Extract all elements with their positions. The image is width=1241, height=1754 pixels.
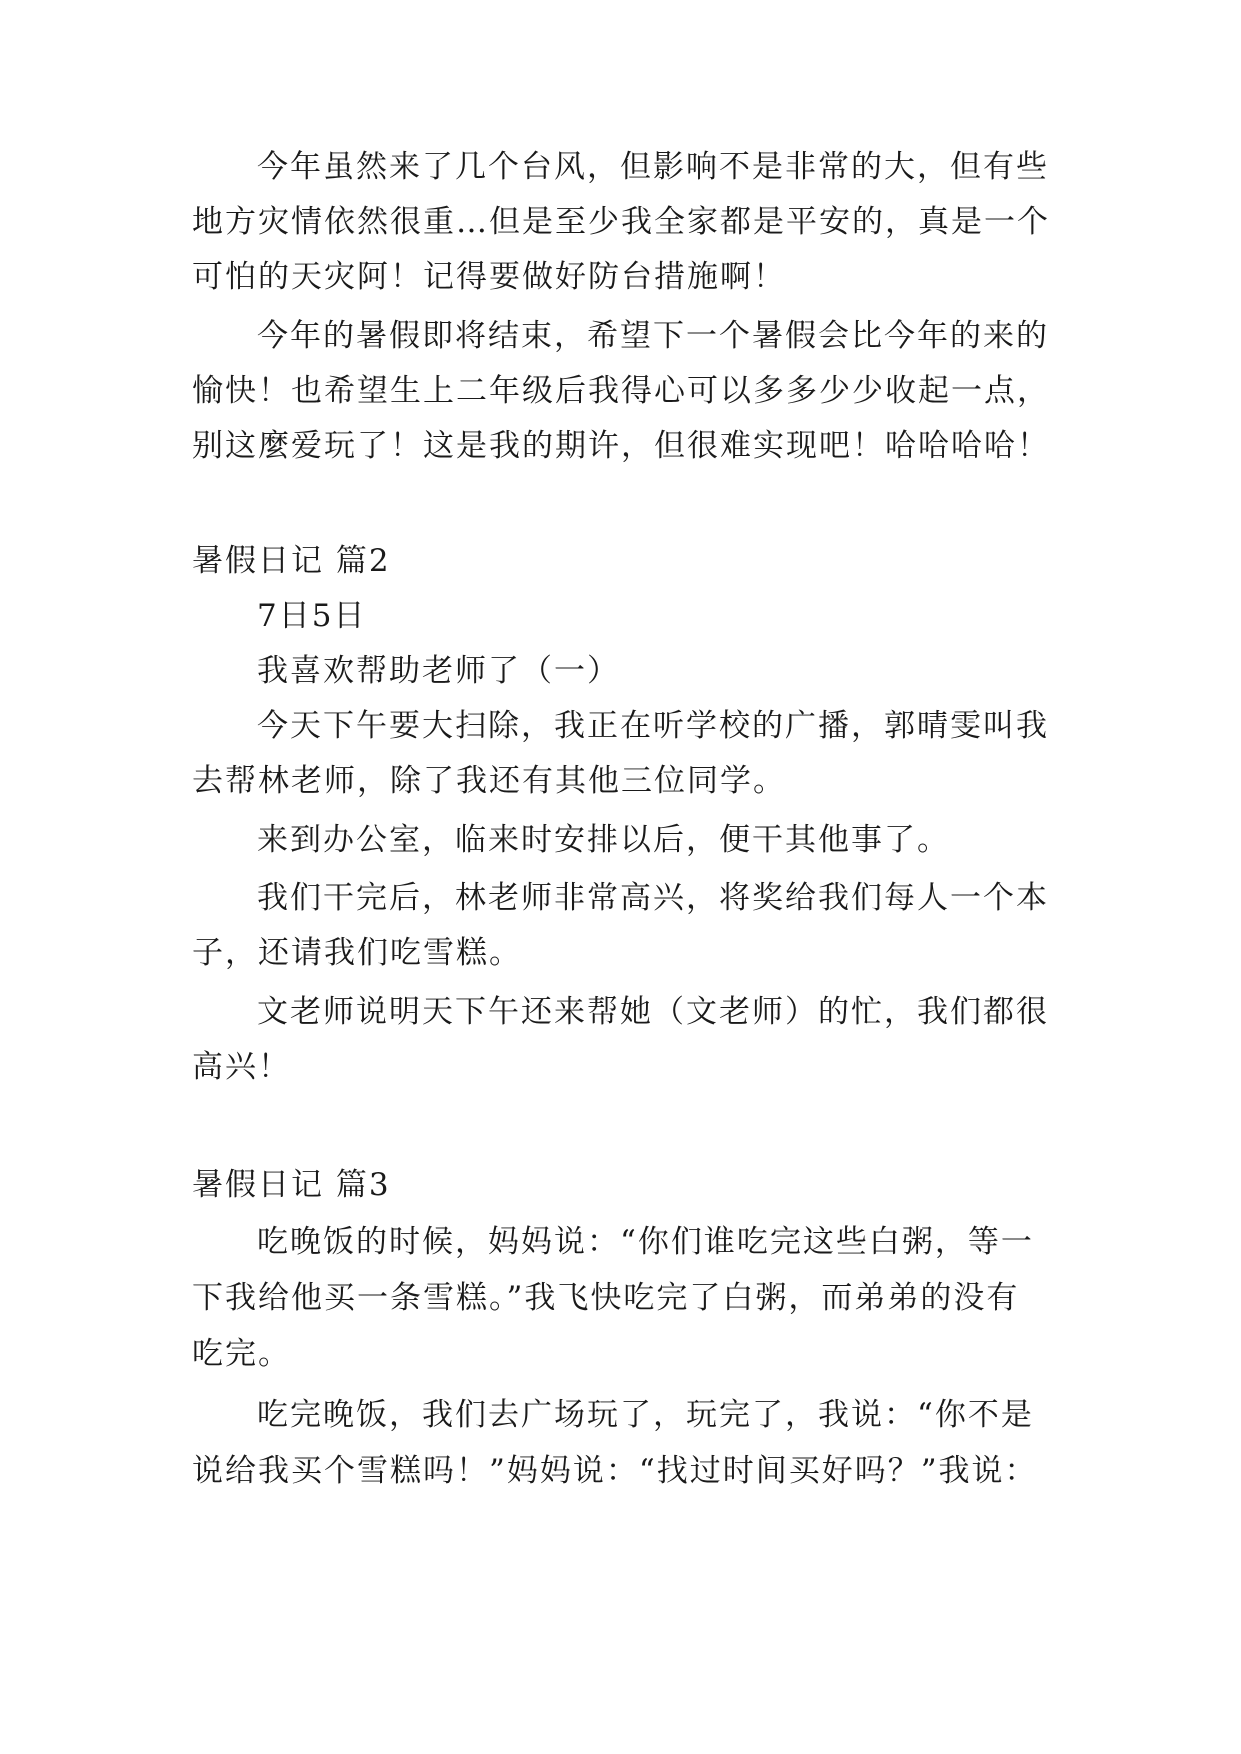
paragraph-7-line-1: 吃晚饭的时候，妈妈说：“你们谁吃完这些白粥，等一 (257, 1224, 1034, 1260)
paragraph-7-line-2: 下我给他买一条雪糕。”我飞快吃完了白粥，而弟弟的没有 (192, 1280, 1020, 1316)
paragraph-4-line-1: 来到办公室，临来时安排以后，便干其他事了。 (257, 822, 950, 858)
paragraph-1-line-2: 地方灾情依然很重…但是至少我全家都是平安的，真是一个 (192, 204, 1050, 240)
paragraph-1-line-1: 今年虽然来了几个台风，但影响不是非常的大，但有些 (257, 149, 1049, 185)
paragraph-8-line-1: 吃完晚饭，我们去广场玩了，玩完了，我说：“你不是 (257, 1397, 1034, 1433)
paragraph-2-line-3: 别这麼爱玩了！这是我的期许，但很难实现吧！哈哈哈哈！ (192, 428, 1050, 464)
paragraph-3-line-1: 今天下午要大扫除，我正在听学校的广播，郭晴雯叫我 (257, 708, 1049, 744)
paragraph-5-line-2: 子，还请我们吃雪糕。 (192, 935, 522, 971)
paragraph-3-line-2: 去帮林老师，除了我还有其他三位同学。 (192, 763, 786, 799)
paragraph-5-line-1: 我们干完后，林老师非常高兴，将奖给我们每人一个本 (257, 880, 1049, 916)
paragraph-6-line-1: 文老师说明天下午还来帮她（文老师）的忙，我们都很 (257, 994, 1049, 1030)
diary-title: 我喜欢帮助老师了（一） (257, 653, 620, 689)
diary-date: 7日5日 (257, 598, 367, 634)
paragraph-2-line-1: 今年的暑假即将结束，希望下一个暑假会比今年的来的 (257, 318, 1049, 354)
paragraph-1-line-3: 可怕的天灾阿！记得要做好防台措施啊！ (192, 259, 786, 295)
paragraph-8-line-2: 说给我买个雪糕吗！”妈妈说：“找过时间买好吗？”我说： (192, 1453, 1038, 1489)
paragraph-6-line-2: 高兴！ (192, 1049, 291, 1085)
paragraph-7-line-3: 吃完。 (192, 1336, 291, 1372)
paragraph-2-line-2: 愉快！也希望生上二年级后我得心可以多多少少收起一点， (192, 373, 1050, 409)
section-heading-2: 暑假日记 篇2 (192, 543, 391, 579)
section-heading-3: 暑假日记 篇3 (192, 1167, 391, 1203)
